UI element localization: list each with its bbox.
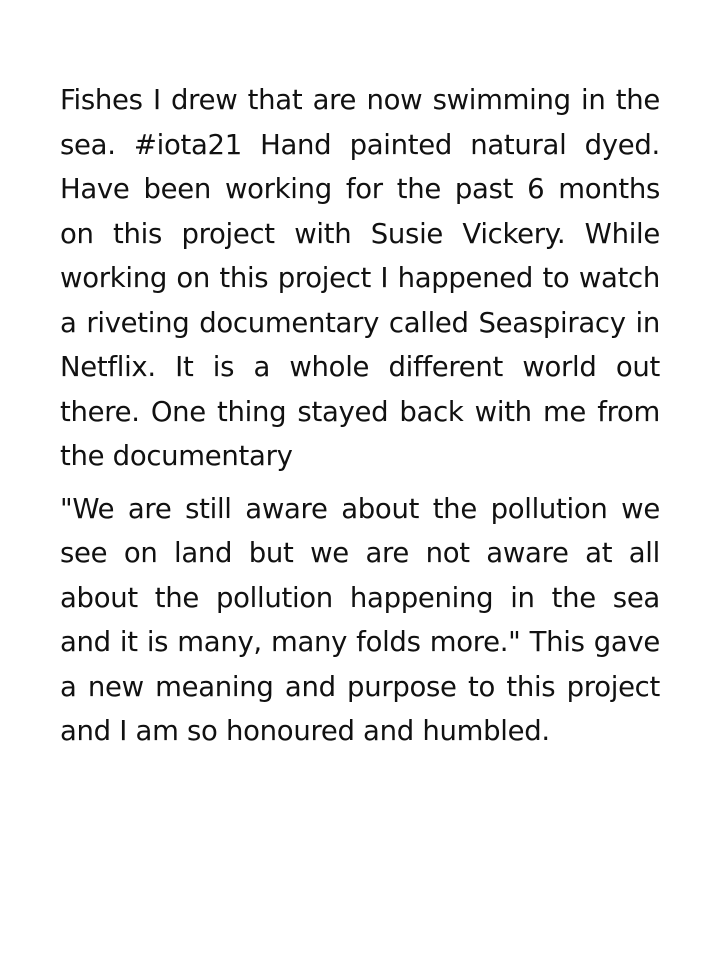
body-text [60,78,660,754]
paragraph-2: "We are still aware about the pollution we see on land but we are not aware at all about the pollution happening in the sea and it is many, many folds more." This gave a new meaning and purpose to this project and I am so honoured and humbled. [60,492,660,747]
paragraph-1: Fishes I drew that are now swimming in the sea. #iota21 Hand painted natural dyed. Have been working for the past 6 months on this project with Susie Vickery. While working on this project I happened to watch a riveting documentary called Seaspiracy in Netflix. It is a whole different world out there. One thing stayed back with me from the documentary [60,84,660,472]
